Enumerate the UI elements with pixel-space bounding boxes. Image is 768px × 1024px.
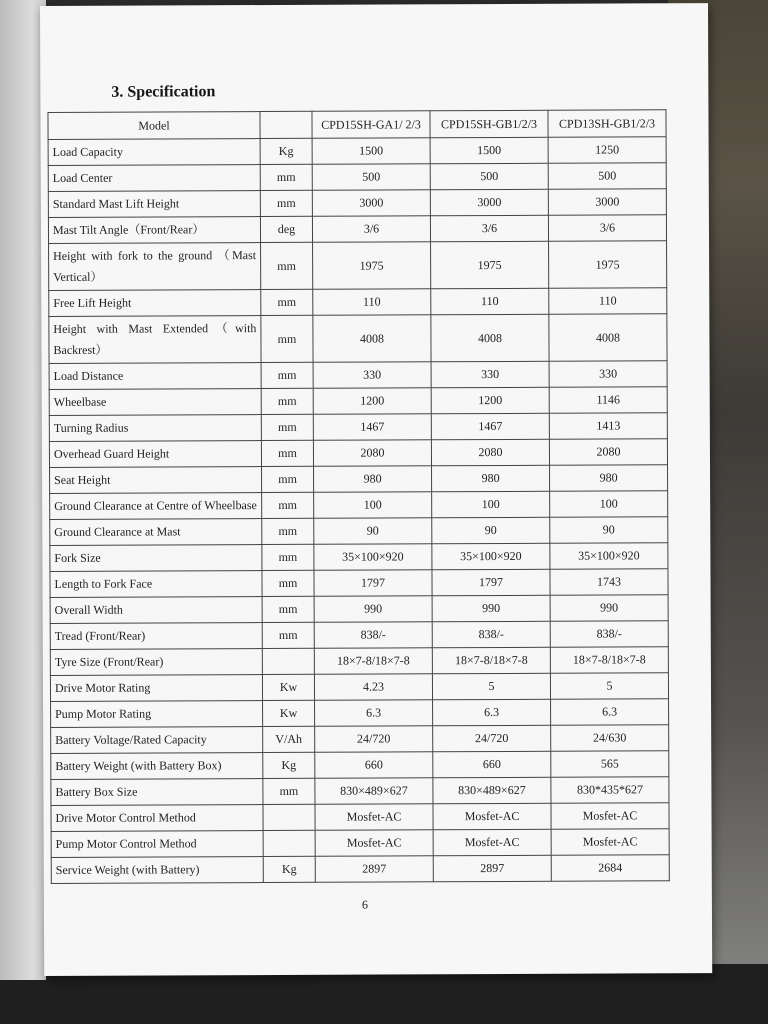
spec-item-cell: Battery Box Size <box>51 779 263 806</box>
spec-unit-cell: mm <box>262 466 314 492</box>
spec-unit-cell: mm <box>261 388 313 414</box>
spec-unit-cell: mm <box>263 778 315 804</box>
spec-unit-cell: Kw <box>262 674 314 700</box>
spec-value-col2: 1500 <box>430 137 548 164</box>
spec-value-col2: 6.3 <box>433 699 551 726</box>
section-title: 3. Specification <box>111 83 216 101</box>
table-row <box>49 314 667 364</box>
spec-value-col1: 90 <box>314 518 432 545</box>
spec-item-cell: Mast Tilt Angle（Front/Rear） <box>48 217 260 244</box>
spec-value-col3: 3/6 <box>548 215 666 242</box>
table-row <box>51 777 669 806</box>
table-row <box>50 647 668 676</box>
spec-value-col2: 4008 <box>431 314 549 362</box>
spec-value-col2: 990 <box>432 595 550 622</box>
spec-value-col1: 980 <box>314 466 432 493</box>
spec-value-col3: 6.3 <box>551 699 669 726</box>
spec-value-col3: 830*435*627 <box>551 777 669 804</box>
table-row <box>49 361 667 390</box>
table-row <box>50 595 668 624</box>
spec-value-col2: 3000 <box>430 189 548 216</box>
spec-value-col2: 18×7-8/18×7-8 <box>432 647 550 674</box>
spec-value-col1: Mosfet-AC <box>315 804 433 831</box>
table-row <box>49 387 667 416</box>
table-header-row <box>48 110 666 140</box>
table-row <box>50 517 668 546</box>
spec-value-col2: 35×100×920 <box>432 543 550 570</box>
spec-value-col1: Mosfet-AC <box>315 830 433 857</box>
spec-value-col3: 2684 <box>551 855 669 882</box>
spec-value-col2: 110 <box>431 288 549 315</box>
spec-value-col3: 1146 <box>549 387 667 414</box>
spec-value-col3: 1250 <box>548 137 666 164</box>
spec-value-col3: 4008 <box>549 314 667 362</box>
spec-item-cell: Wheelbase <box>49 389 261 416</box>
table-row <box>49 241 667 291</box>
spec-value-col1: 330 <box>313 362 431 389</box>
spec-value-col2: 90 <box>432 517 550 544</box>
table-row <box>49 439 667 468</box>
document-page <box>40 3 712 976</box>
spec-value-col2: 980 <box>432 465 550 492</box>
spec-value-col3: Mosfet-AC <box>551 829 669 856</box>
spec-item-cell: Overhead Guard Height <box>49 441 261 468</box>
spec-item-cell: Pump Motor Control Method <box>51 831 263 858</box>
spec-value-col3: 1413 <box>549 413 667 440</box>
spec-unit-cell: mm <box>262 544 314 570</box>
spec-unit-cell: mm <box>262 518 314 544</box>
spec-item-cell: Ground Clearance at Centre of Wheelbase <box>50 493 262 520</box>
table-row <box>50 465 668 494</box>
spec-item-cell: Height with Mast Extended（with Backrest） <box>49 316 261 364</box>
spec-value-col1: 100 <box>314 492 432 519</box>
spec-value-col1: 4.23 <box>314 674 432 701</box>
spec-value-col3: 110 <box>549 288 667 315</box>
header-model-col2: CPD15SH-GB1/2/3 <box>430 110 548 138</box>
spec-value-col1: 3000 <box>312 190 430 217</box>
spec-value-col2: 100 <box>432 491 550 518</box>
spec-value-col3: 980 <box>550 465 668 492</box>
spec-value-col1: 990 <box>314 596 432 623</box>
spec-value-col3: 2080 <box>549 439 667 466</box>
facing-page-edge <box>0 0 46 980</box>
spec-value-col1: 24/720 <box>315 726 433 753</box>
spec-value-col2: 1975 <box>431 241 549 289</box>
spec-value-col1: 830×489×627 <box>315 778 433 805</box>
table-row <box>51 803 669 832</box>
spec-unit-cell: deg <box>260 216 312 242</box>
spec-unit-cell: Kg <box>263 856 315 882</box>
spec-unit-cell: Kw <box>263 700 315 726</box>
spec-value-col1: 1200 <box>313 388 431 415</box>
spec-value-col1: 1467 <box>313 414 431 441</box>
spec-unit-cell: mm <box>261 414 313 440</box>
spec-unit-cell <box>263 804 315 830</box>
spec-value-col3: 330 <box>549 361 667 388</box>
spec-value-col2: 5 <box>432 673 550 700</box>
table-row <box>51 829 669 858</box>
spec-item-cell: Standard Mast Lift Height <box>48 191 260 218</box>
spec-item-cell: Seat Height <box>50 467 262 494</box>
spec-item-cell: Load Center <box>48 165 260 192</box>
spec-value-col1: 3/6 <box>312 216 430 243</box>
spec-value-col3: 3000 <box>548 189 666 216</box>
spec-value-col3: 90 <box>550 517 668 544</box>
spec-item-cell: Drive Motor Control Method <box>51 805 263 832</box>
spec-value-col1: 1500 <box>312 138 430 165</box>
spec-value-col2: 3/6 <box>430 215 548 242</box>
spec-value-col1: 6.3 <box>315 700 433 727</box>
table-row <box>51 699 669 728</box>
spec-item-cell: Load Capacity <box>48 139 260 166</box>
spec-item-cell: Tyre Size (Front/Rear) <box>50 649 262 676</box>
spec-item-cell: Height with fork to the ground （Mast Vertical） <box>49 243 261 291</box>
spec-value-col1: 1975 <box>313 242 431 290</box>
header-model: Model <box>48 112 260 140</box>
spec-value-col3: 990 <box>550 595 668 622</box>
spec-unit-cell: mm <box>260 190 312 216</box>
spec-value-col3: Mosfet-AC <box>551 803 669 830</box>
spec-value-col1: 2897 <box>315 856 433 883</box>
spec-item-cell: Free Lift Height <box>49 290 261 317</box>
spec-unit-cell: mm <box>261 242 313 289</box>
spec-value-col2: 24/720 <box>433 725 551 752</box>
spec-unit-cell: mm <box>261 289 313 315</box>
spec-value-col1: 18×7-8/18×7-8 <box>314 648 432 675</box>
spec-value-col2: 500 <box>430 163 548 190</box>
spec-item-cell: Battery Voltage/Rated Capacity <box>51 727 263 754</box>
spec-value-col2: 2080 <box>431 439 549 466</box>
spec-value-col2: 838/- <box>432 621 550 648</box>
spec-unit-cell: Kg <box>263 752 315 778</box>
spec-value-col1: 35×100×920 <box>314 544 432 571</box>
spec-value-col2: Mosfet-AC <box>433 829 551 856</box>
spec-value-col3: 18×7-8/18×7-8 <box>550 647 668 674</box>
spec-unit-cell: mm <box>262 596 314 622</box>
spec-value-col2: Mosfet-AC <box>433 803 551 830</box>
spec-value-col1: 1797 <box>314 570 432 597</box>
spec-value-col2: 660 <box>433 751 551 778</box>
spec-unit-cell: mm <box>261 315 313 362</box>
table-row <box>50 491 668 520</box>
spec-unit-cell <box>262 648 314 674</box>
table-row <box>49 288 667 317</box>
table-row <box>51 855 669 884</box>
spec-value-col3: 500 <box>548 163 666 190</box>
page-number: 6 <box>361 897 368 912</box>
spec-item-cell: Battery Weight (with Battery Box) <box>51 753 263 780</box>
header-unit <box>260 111 312 138</box>
spec-value-col1: 4008 <box>313 315 431 363</box>
spec-unit-cell: mm <box>262 622 314 648</box>
header-model-col3: CPD13SH-GB1/2/3 <box>548 110 666 138</box>
table-row <box>48 163 666 192</box>
spec-item-cell: Length to Fork Face <box>50 571 262 598</box>
spec-unit-cell: mm <box>261 440 313 466</box>
spec-unit-cell: mm <box>262 570 314 596</box>
spec-value-col3: 565 <box>551 751 669 778</box>
spec-value-col1: 500 <box>312 164 430 191</box>
spec-value-col2: 1200 <box>431 387 549 414</box>
spec-value-col3: 24/630 <box>551 725 669 752</box>
spec-item-cell: Drive Motor Rating <box>50 675 262 702</box>
spec-item-cell: Tread (Front/Rear) <box>50 623 262 650</box>
spec-value-col3: 35×100×920 <box>550 543 668 570</box>
spec-unit-cell: V/Ah <box>263 726 315 752</box>
spec-item-cell: Overall Width <box>50 597 262 624</box>
spec-value-col3: 838/- <box>550 621 668 648</box>
spec-value-col2: 1467 <box>431 413 549 440</box>
spec-unit-cell: mm <box>262 492 314 518</box>
spec-value-col3: 100 <box>550 491 668 518</box>
spec-item-cell: Service Weight (with Battery) <box>51 857 263 884</box>
spec-item-cell: Load Distance <box>49 363 261 390</box>
table-row <box>51 751 669 780</box>
spec-unit-cell <box>263 830 315 856</box>
table-row <box>49 413 667 442</box>
table-row <box>50 543 668 572</box>
spec-value-col1: 660 <box>315 752 433 779</box>
spec-value-col2: 2897 <box>433 855 551 882</box>
spec-unit-cell: Kg <box>260 138 312 164</box>
spec-item-cell: Pump Motor Rating <box>51 701 263 728</box>
table-row <box>48 215 666 244</box>
spec-value-col3: 1743 <box>550 569 668 596</box>
spec-value-col1: 2080 <box>313 440 431 467</box>
spec-value-col3: 1975 <box>549 241 667 289</box>
table-row <box>50 673 668 702</box>
spec-item-cell: Turning Radius <box>49 415 261 442</box>
spec-value-col2: 830×489×627 <box>433 777 551 804</box>
table-row <box>50 569 668 598</box>
table-row <box>50 621 668 650</box>
specification-table <box>47 109 669 884</box>
spec-value-col2: 1797 <box>432 569 550 596</box>
header-model-col1: CPD15SH-GA1/ 2/3 <box>312 111 430 139</box>
table-row <box>51 725 669 754</box>
table-row <box>48 189 666 218</box>
spec-item-cell: Fork Size <box>50 545 262 572</box>
spec-value-col1: 838/- <box>314 622 432 649</box>
table-row <box>48 137 666 166</box>
spec-value-col2: 330 <box>431 361 549 388</box>
spec-unit-cell: mm <box>261 362 313 388</box>
table-body <box>48 137 669 884</box>
spec-unit-cell: mm <box>260 164 312 190</box>
spec-value-col1: 110 <box>313 289 431 316</box>
spec-value-col3: 5 <box>550 673 668 700</box>
spec-item-cell: Ground Clearance at Mast <box>50 519 262 546</box>
